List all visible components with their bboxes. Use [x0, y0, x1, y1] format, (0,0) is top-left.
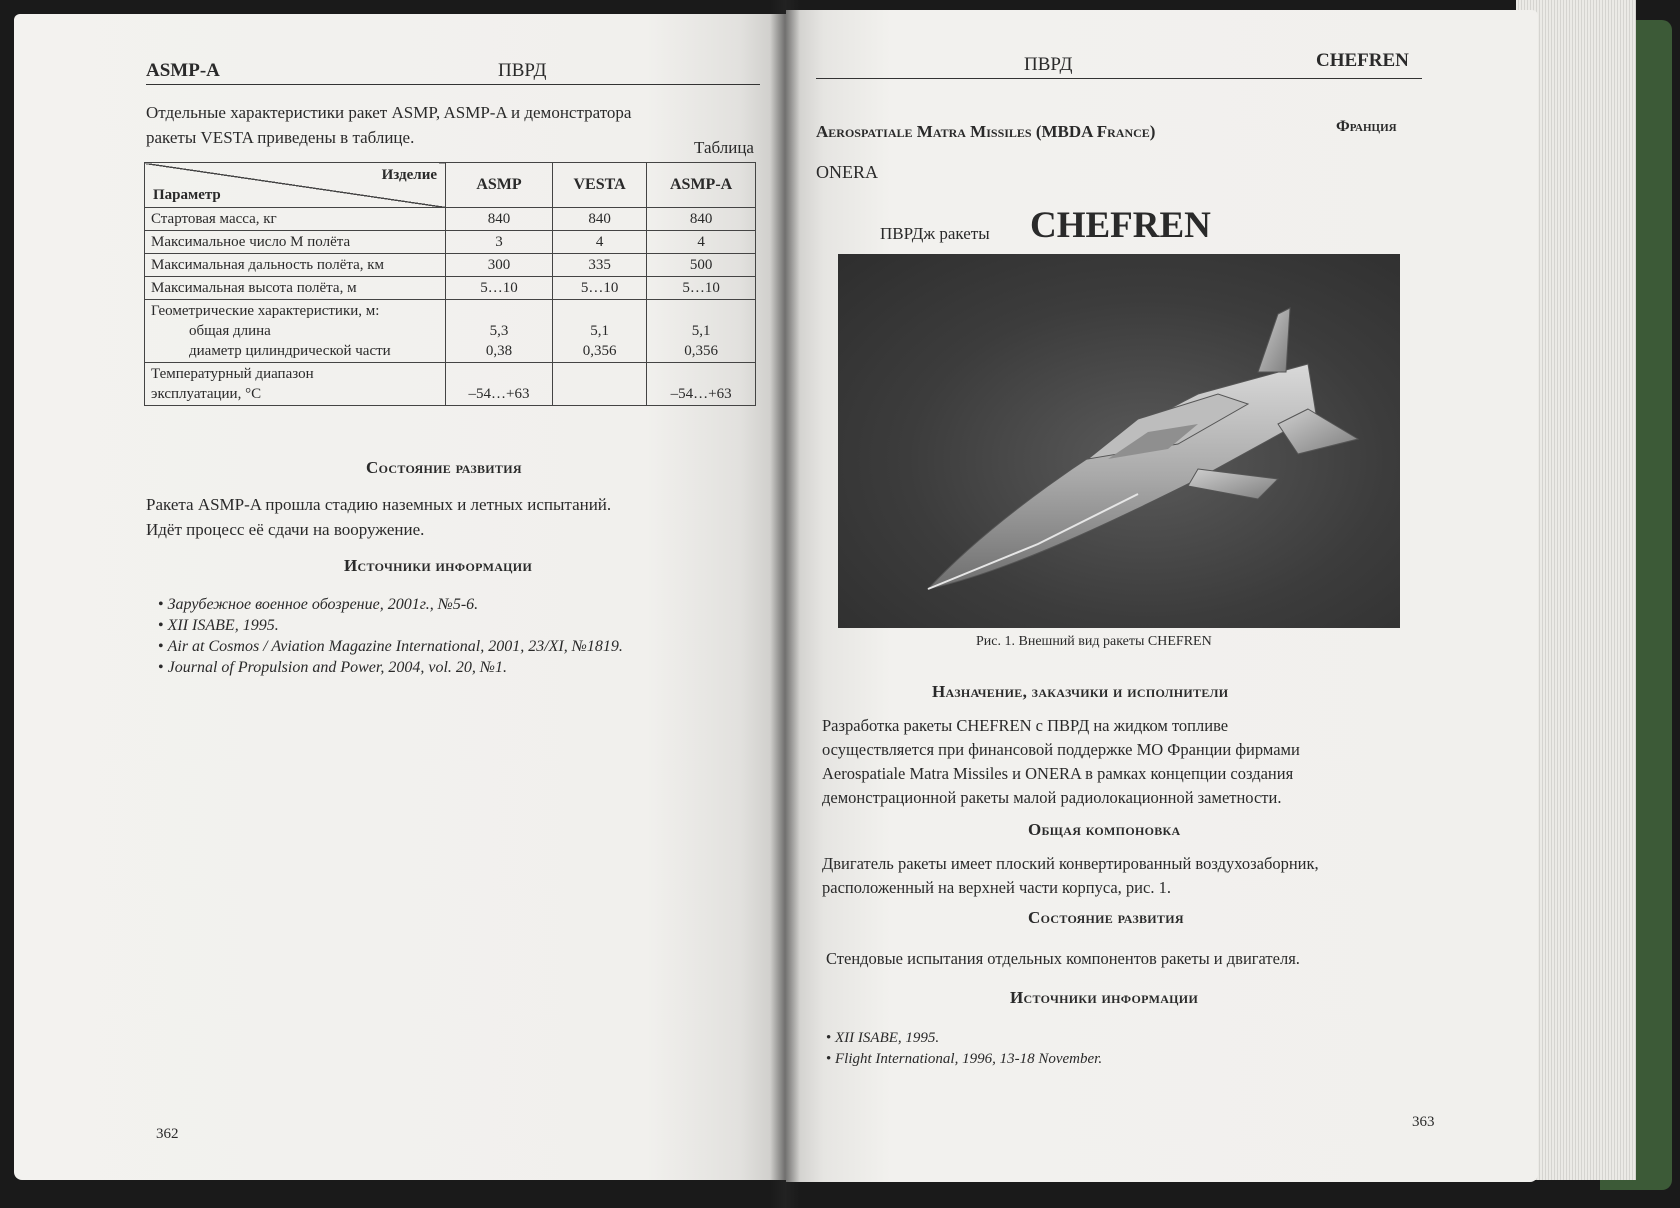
- layout-text: [822, 852, 1434, 900]
- value-cell: 4: [552, 231, 646, 254]
- length-value: 5,3: [489, 323, 509, 339]
- value-cell: 5…10: [446, 277, 553, 300]
- temp-label-1: Температурный диапазон: [151, 366, 314, 382]
- value-cell: [552, 363, 646, 406]
- length-value: 5,1: [691, 323, 711, 339]
- missile-figure: [838, 254, 1400, 628]
- missile-illustration: [838, 254, 1400, 628]
- company-2: ONERA: [816, 162, 878, 182]
- source-item: • Journal of Propulsion and Power, 2004, vol. 20, №1.: [158, 657, 623, 678]
- intro-line-2: ракеты VESTA приведены в таблице.: [146, 128, 415, 147]
- title-prefix: ПВРДж ракеты: [880, 224, 990, 243]
- length-value: 5,1: [590, 323, 609, 339]
- intro-line-1: Отдельные характеристики ракет ASMP, ASMP-A и демонстратора: [146, 103, 632, 122]
- value-cell: 840: [647, 208, 756, 231]
- left-sources-list: [158, 594, 623, 678]
- purpose-text: [822, 714, 1434, 810]
- table-row: [145, 208, 756, 231]
- param-cell: [145, 363, 446, 406]
- param-cell: Максимальная высота полёта, м: [145, 277, 446, 300]
- left-status-text: [146, 492, 768, 542]
- diameter-value: 0,38: [485, 343, 513, 359]
- left-status-heading: Состояние развития: [366, 458, 522, 477]
- layout-heading: Общая компоновка: [1028, 820, 1181, 839]
- purpose-heading: Назначение, заказчики и исполнители: [932, 682, 1229, 701]
- right-sources-heading: Источники информации: [1010, 988, 1199, 1007]
- table-label: Таблица: [694, 138, 754, 157]
- param-cell: Стартовая масса, кг: [145, 208, 446, 231]
- source-item: • XII ISABE, 1995.: [158, 615, 623, 636]
- status-line-1: Ракета ASMP-A прошла стадию наземных и летных испытаний.: [146, 495, 612, 514]
- right-header-rule: [816, 78, 1422, 79]
- left-header-rule: [146, 84, 760, 85]
- value-cell: 5…10: [552, 277, 646, 300]
- left-header-title: ASMP-A: [146, 60, 220, 81]
- right-header-title: CHEFREN: [1316, 50, 1409, 71]
- value-cell: 335: [552, 254, 646, 277]
- right-header-section: ПВРД: [1024, 54, 1073, 75]
- left-intro: [146, 100, 766, 150]
- table-row: [145, 300, 756, 363]
- left-header-section: ПВРД: [498, 60, 547, 81]
- param-cell: Максимальная дальность полёта, км: [145, 254, 446, 277]
- layout-line: расположенный на верхней части корпуса, рис. 1.: [822, 878, 1171, 897]
- corner-bottom-label: Параметр: [153, 187, 221, 203]
- param-cell: Максимальное число M полёта: [145, 231, 446, 254]
- source-item: • Зарубежное военное обозрение, 2001г., №5-6.: [158, 594, 623, 615]
- company-line: Aerospatiale Matra Missiles (MBDA France): [816, 122, 1156, 141]
- article-title: CHEFREN: [1030, 205, 1211, 246]
- value-cell: –54…+63: [647, 363, 756, 406]
- purpose-line: Aerospatiale Matra Missiles и ONERA в рамках концепции создания: [822, 764, 1294, 783]
- table-row: [145, 254, 756, 277]
- param-cell: [145, 300, 446, 363]
- value-cell: [647, 300, 756, 363]
- column-header: ASMP: [446, 163, 553, 208]
- value-cell: 3: [446, 231, 553, 254]
- geom-diameter-label: диаметр цилиндрической части: [189, 343, 391, 359]
- table-row: [145, 363, 756, 406]
- spec-table: [144, 162, 756, 406]
- table-header-row: [145, 163, 756, 208]
- source-item: • XII ISABE, 1995.: [826, 1028, 1102, 1049]
- layout-line: Двигатель ракеты имеет плоский конвертированный воздухозаборник,: [822, 854, 1319, 873]
- table-row: [145, 277, 756, 300]
- column-header: VESTA: [552, 163, 646, 208]
- diameter-value: 0,356: [582, 343, 617, 359]
- geom-length-label: общая длина: [189, 323, 271, 339]
- right-status-text: Стендовые испытания отдельных компонентов ракеты и двигателя.: [826, 949, 1300, 968]
- value-cell: [446, 300, 553, 363]
- left-sources-heading: Источники информации: [344, 556, 533, 575]
- column-header: ASMP-A: [647, 163, 756, 208]
- source-item: • Flight International, 1996, 13-18 November.: [826, 1049, 1102, 1070]
- value-cell: 5…10: [647, 277, 756, 300]
- right-sources-list: [826, 1028, 1102, 1070]
- value-cell: 300: [446, 254, 553, 277]
- value-cell: [552, 300, 646, 363]
- diameter-value: 0,356: [684, 343, 718, 359]
- right-status-heading: Состояние развития: [1028, 908, 1184, 927]
- value-cell: 840: [446, 208, 553, 231]
- figure-caption: Рис. 1. Внешний вид ракеты CHEFREN: [976, 634, 1212, 649]
- table-row: [145, 231, 756, 254]
- country-label: Франция: [1336, 118, 1397, 135]
- corner-top-label: Изделие: [381, 167, 437, 183]
- value-cell: 840: [552, 208, 646, 231]
- temp-label-2: эксплуатации, °C: [151, 386, 262, 402]
- value-cell: 500: [647, 254, 756, 277]
- left-page-number: 362: [156, 1126, 179, 1142]
- right-page-number: 363: [1412, 1114, 1435, 1130]
- geom-title: Геометрические характеристики, м:: [151, 303, 380, 319]
- table-corner-cell: [145, 163, 446, 208]
- book-gutter: [770, 0, 800, 1208]
- source-item: • Air at Cosmos / Aviation Magazine International, 2001, 23/XI, №1819.: [158, 636, 623, 657]
- purpose-line: демонстрационной ракеты малой радиолокационной заметности.: [822, 788, 1282, 807]
- status-line-2: Идёт процесс её сдачи на вооружение.: [146, 520, 425, 539]
- value-cell: 4: [647, 231, 756, 254]
- purpose-line: Разработка ракеты CHEFREN с ПВРД на жидком топливе: [822, 716, 1229, 735]
- purpose-line: осуществляется при финансовой поддержке МО Франции фирмами: [822, 740, 1300, 759]
- value-cell: –54…+63: [446, 363, 553, 406]
